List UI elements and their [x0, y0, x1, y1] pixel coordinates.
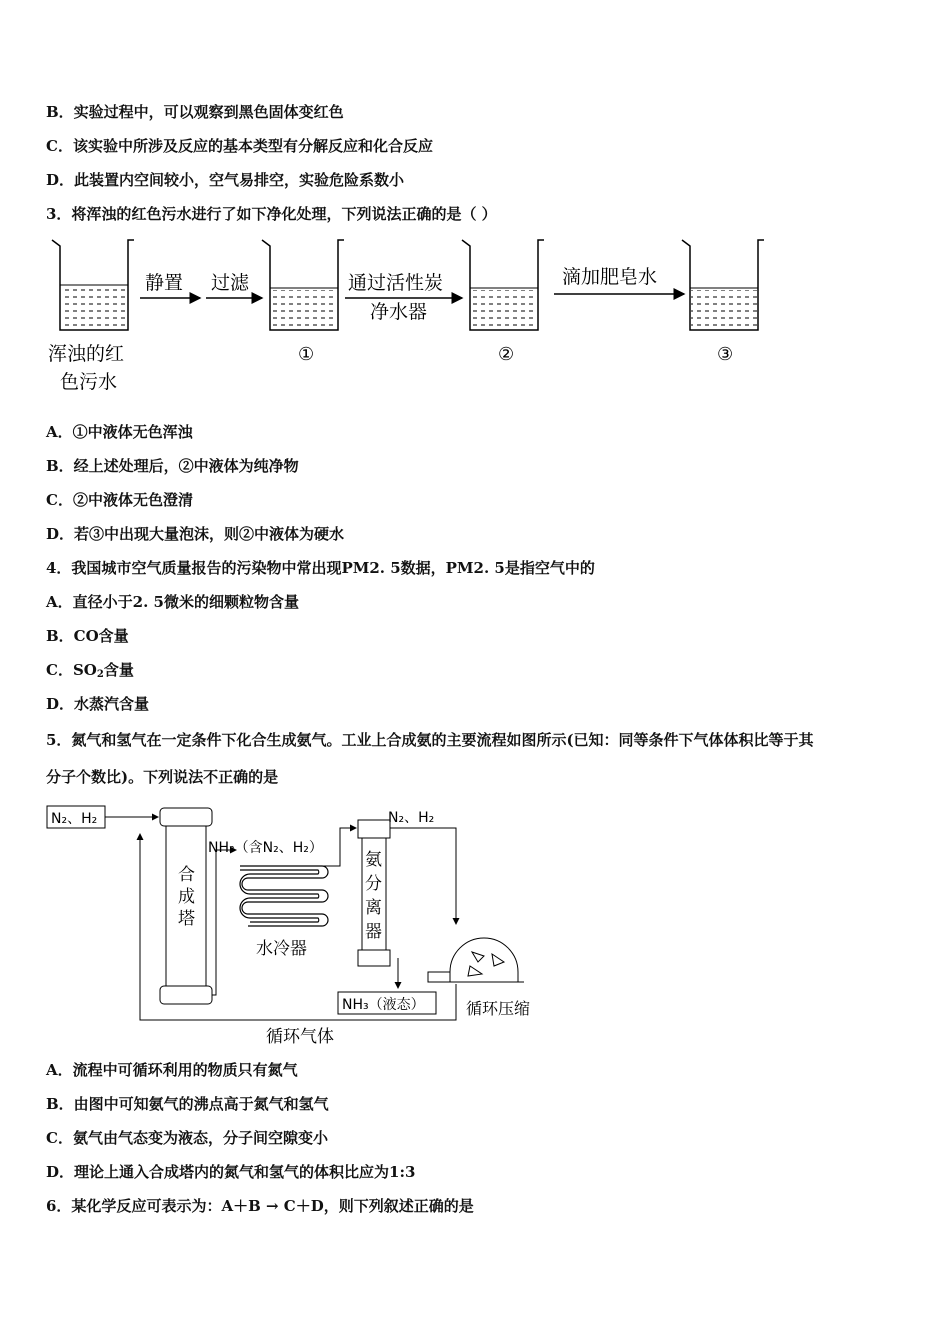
step-carbon-1: 通过活性炭	[348, 272, 444, 294]
cooler-label: 水冷器	[256, 939, 307, 959]
sep-char-2: 分	[365, 874, 382, 894]
recycle-compressor	[428, 938, 524, 982]
q2-option-d: D．此装置内空间较小，空气易排空，实验危险系数小	[46, 171, 405, 189]
q2-option-b: B．实验过程中，可以观察到黑色固体变红色	[46, 103, 344, 121]
q4-option-a: A．直径小于2. 5微米的细颗粒物含量	[46, 593, 299, 611]
step-settle: 静置	[145, 272, 184, 294]
q4-stem: 4．我国城市空气质量报告的污染物中常出现PM2. 5数据，PM2. 5是指空气中的	[46, 559, 595, 577]
step-carbon-2: 净水器	[370, 301, 428, 323]
beaker-2-label: ②	[498, 344, 515, 365]
q5-option-b: B．由图中可知氨气的沸点高于氮气和氢气	[46, 1095, 329, 1113]
beaker-1-label: ①	[298, 344, 315, 365]
q5-stem-line2: 分子个数比)。下列说法不正确的是	[46, 768, 279, 786]
q4-option-d: D．水蒸汽含量	[46, 695, 150, 713]
source-label-1: 浑浊的红	[48, 343, 125, 365]
feed-label: N₂、H₂	[51, 811, 98, 827]
water-cooler-coil	[240, 866, 328, 926]
tower-char-1: 合	[178, 865, 195, 885]
q5-option-a: A．流程中可循环利用的物质只有氮气	[46, 1061, 298, 1079]
q5-stem-line1: 5．氮气和氢气在一定条件下化合生成氨气。工业上合成氨的主要流程如图所示(已知：同等条件下气体体积比等于其	[46, 731, 814, 749]
q3-option-b: B．经上述处理后，②中液体为纯净物	[46, 457, 299, 475]
q2-option-c: C．该实验中所涉及反应的基本类型有分解反应和化合反应	[46, 137, 433, 155]
q5-option-d: D．理论上通入合成塔内的氮气和氢气的体积比应为1:3	[46, 1163, 416, 1181]
source-label-2: 色污水	[60, 371, 118, 393]
sep-char-3: 离	[365, 898, 382, 918]
nh3-mix-label: NH₃（含N₂、H₂）	[208, 840, 323, 856]
q3-option-a: A．①中液体无色浑浊	[46, 423, 193, 441]
q3-option-d: D．若③中出现大量泡沫，则②中液体为硬水	[46, 525, 345, 543]
tower-char-3: 塔	[178, 909, 195, 929]
q3-stem: 3．将浑浊的红色污水进行了如下净化处理，下列说法正确的是（ ）	[46, 205, 497, 223]
beaker-3-label: ③	[717, 344, 734, 365]
q4-option-b: B．CO含量	[46, 627, 129, 645]
step-filter: 过滤	[211, 272, 250, 294]
q4-option-c: C．$SO_2$含量	[46, 661, 134, 680]
liquid-label: NH₃（液态）	[342, 997, 425, 1013]
q5-option-c: C．氨气由气态变为液态，分子间空隙变小	[46, 1129, 328, 1147]
q3-option-c: C．②中液体无色澄清	[46, 491, 193, 509]
tower-char-2: 成	[178, 887, 195, 907]
sep-char-4: 器	[365, 922, 382, 942]
compressor-label: 循环压缩	[466, 999, 531, 1018]
recycle-label: 循环气体	[266, 1027, 334, 1047]
sep-char-1: 氨	[365, 850, 382, 870]
q6-stem: 6．某化学反应可表示为：A＋B → C＋D，则下列叙述正确的是	[46, 1197, 474, 1215]
top-gas-label: N₂、H₂	[388, 810, 435, 826]
step-soap: 滴加肥皂水	[562, 266, 658, 288]
